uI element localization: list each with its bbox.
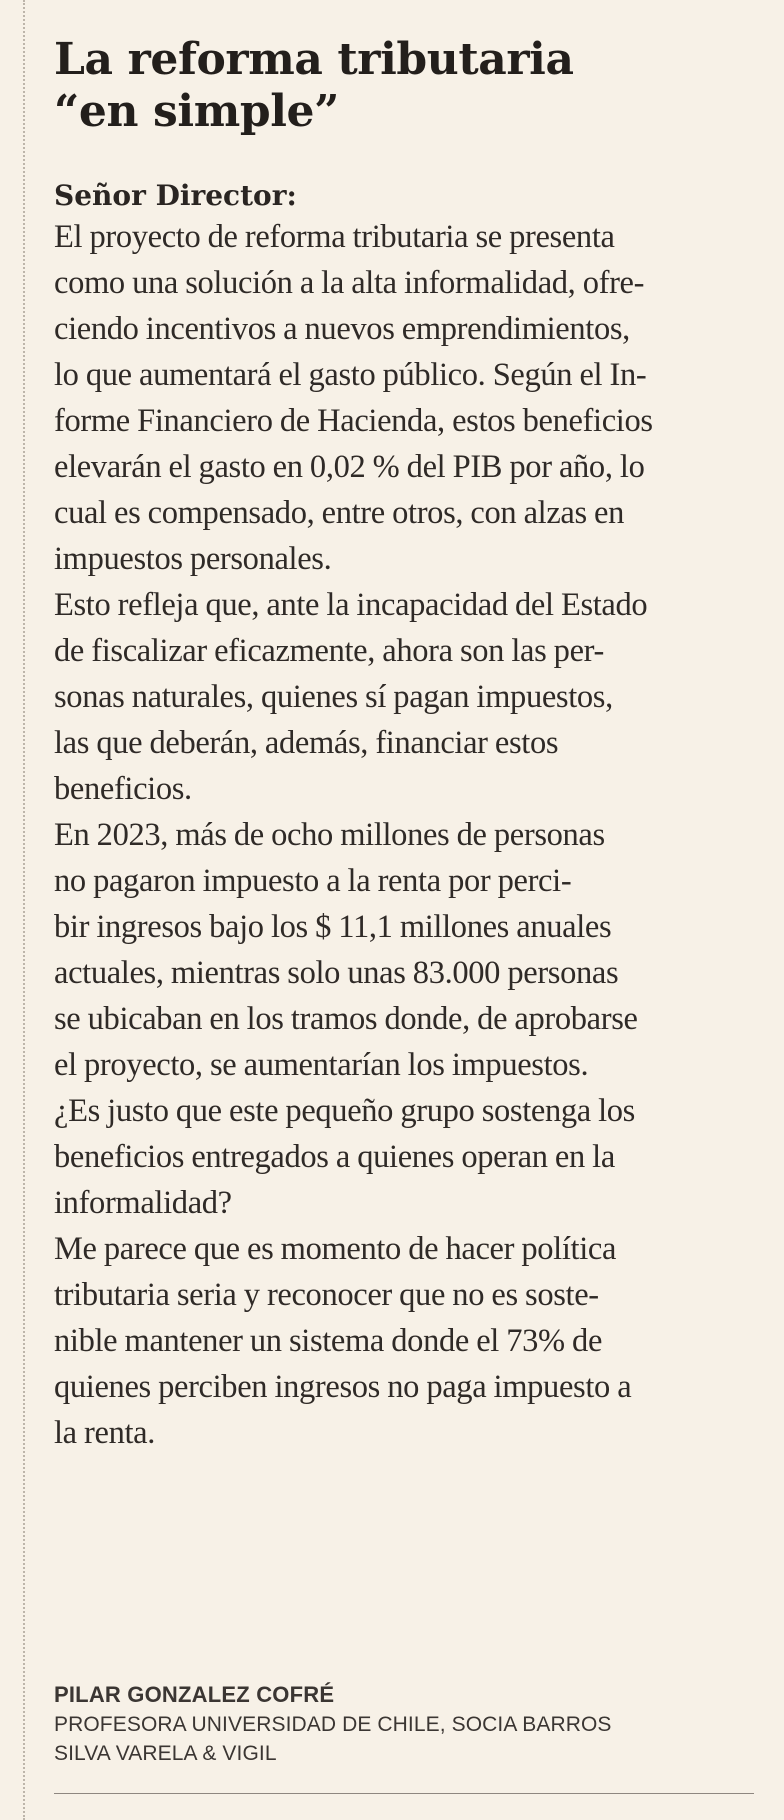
text-line: las que deberán, además, financiar estos (54, 725, 559, 761)
letter-headline (54, 34, 770, 138)
headline-line: “en simple” (54, 86, 340, 137)
author-affiliation (54, 1710, 754, 1768)
text-line: quienes perciben ingresos no paga impuesto a (54, 1369, 632, 1405)
text-line: informalidad? (54, 1185, 232, 1221)
bottom-divider (54, 1793, 754, 1794)
letter-paragraph (54, 1088, 770, 1226)
text-line: sonas naturales, quienes sí pagan impuestos, (54, 679, 613, 715)
text-line: actuales, mientras solo unas 83.000 personas (54, 955, 619, 991)
text-line: ¿Es justo que este pequeño grupo sostenga los (54, 1093, 635, 1129)
text-line: no pagaron impuesto a la renta por perci- (54, 863, 572, 899)
text-line: El proyecto de reforma tributaria se presenta (54, 219, 615, 255)
text-line: tributaria seria y reconocer que no es soste- (54, 1277, 599, 1313)
text-line: lo que aumentará el gasto público. Según el In- (54, 357, 647, 393)
salutation: Señor Director: (54, 179, 297, 212)
letter-paragraph (54, 1226, 770, 1456)
text-line: como una solución a la alta informalidad, ofre- (54, 265, 645, 301)
affiliation-line: SILVA VARELA & VIGIL (54, 1742, 277, 1765)
text-line: de fiscalizar eficazmente, ahora son las per- (54, 633, 604, 669)
text-line: bir ingresos bajo los $ 11,1 millones anuales (54, 909, 612, 945)
text-line: beneficios. (54, 771, 192, 807)
text-line: beneficios entregados a quienes operan en la (54, 1139, 615, 1175)
signature-block (54, 1680, 754, 1768)
text-line: ciendo incentivos a nuevos emprendimientos, (54, 311, 630, 347)
text-line: cual es compensado, entre otros, con alzas en (54, 495, 625, 531)
text-line: se ubicaban en los tramos donde, de aprobarse (54, 1001, 638, 1037)
text-line: forme Financiero de Hacienda, estos beneficios (54, 403, 653, 439)
letter-body (54, 214, 770, 1456)
affiliation-line: PROFESORA UNIVERSIDAD DE CHILE, SOCIA BARROS (54, 1713, 612, 1736)
text-line: Esto refleja que, ante la incapacidad del Estado (54, 587, 648, 623)
author-name: PILAR GONZALEZ COFRÉ (54, 1682, 335, 1707)
text-line: En 2023, más de ocho millones de personas (54, 817, 605, 853)
headline-line: La reforma tributaria (54, 34, 574, 85)
text-line: nible mantener un sistema donde el 73% de (54, 1323, 603, 1359)
text-line: elevarán el gasto en 0,02 % del PIB por año, lo (54, 449, 645, 485)
letter-paragraph (54, 812, 770, 1088)
letter-article (54, 34, 770, 1456)
letter-paragraph (54, 582, 770, 812)
letter-paragraph (54, 214, 770, 582)
text-line: la renta. (54, 1415, 156, 1451)
text-line: Me parece que es momento de hacer política (54, 1231, 617, 1267)
text-line: el proyecto, se aumentarían los impuestos. (54, 1047, 589, 1083)
column-divider (23, 0, 25, 1820)
text-line: impuestos personales. (54, 541, 332, 577)
